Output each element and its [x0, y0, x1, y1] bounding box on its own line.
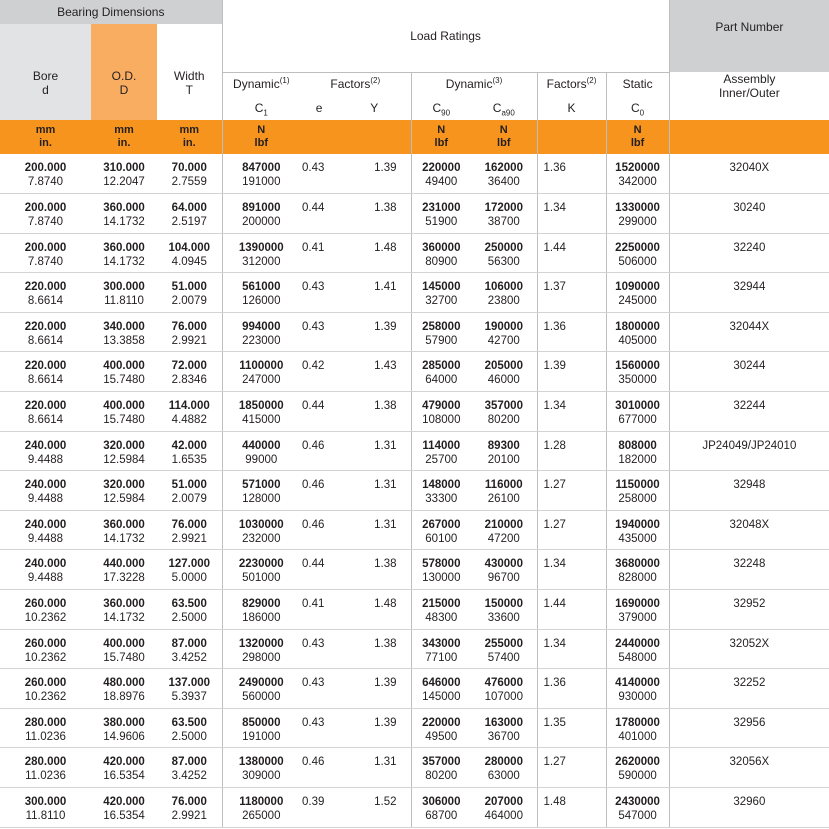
cell-c1: 829000 186000 — [222, 590, 300, 630]
cell-c0: 1330000 299000 — [606, 194, 669, 234]
table-row — [0, 154, 829, 194]
cell-part: 32248 — [669, 550, 829, 590]
units-width: mm in. — [157, 120, 222, 154]
cell-part: 30240 — [669, 194, 829, 234]
cell-c1: 850000 191000 — [222, 708, 300, 748]
units-part — [669, 120, 829, 154]
table-row — [0, 431, 829, 471]
dynamic3-heading: Dynamic$^{(3)}$ — [411, 72, 537, 96]
cell-width: 64.000 2.5197 — [157, 194, 222, 234]
cell-k: 1.44 — [537, 590, 606, 630]
cell-y: 1.38 — [338, 194, 411, 234]
cell-width: 104.000 4.0945 — [157, 233, 222, 273]
cell-c90: 220000 49500 — [411, 708, 471, 748]
cell-bore: 220.000 8.6614 — [0, 273, 91, 313]
cell-c0: 808000 182000 — [606, 431, 669, 471]
cell-c0: 1690000 379000 — [606, 590, 669, 630]
cell-width: 127.000 5.0000 — [157, 550, 222, 590]
cell-e: 0.44 — [300, 194, 338, 234]
cell-y: 1.43 — [338, 352, 411, 392]
cell-k: 1.27 — [537, 510, 606, 550]
cell-bore: 200.000 7.8740 — [0, 233, 91, 273]
load-ratings-heading: Load Ratings — [222, 0, 669, 72]
cell-bore: 220.000 8.6614 — [0, 312, 91, 352]
cell-c90: 148000 33300 — [411, 471, 471, 511]
cell-e: 0.46 — [300, 510, 338, 550]
cell-c90: 114000 25700 — [411, 431, 471, 471]
cell-e: 0.43 — [300, 154, 338, 194]
cell-c1: 2490000 560000 — [222, 669, 300, 709]
od-heading: O.D. D — [91, 24, 157, 120]
cell-c0: 1150000 258000 — [606, 471, 669, 511]
cell-bore: 200.000 7.8740 — [0, 154, 91, 194]
cell-c90: 646000 145000 — [411, 669, 471, 709]
bearing-dimensions-heading: Bearing Dimensions — [0, 0, 222, 24]
cell-c1: 847000 191000 — [222, 154, 300, 194]
cell-c0: 3010000 677000 — [606, 392, 669, 432]
cell-e: 0.39 — [300, 788, 338, 828]
cell-od: 360.000 14.1732 — [91, 510, 157, 550]
cell-y: 1.48 — [338, 233, 411, 273]
cell-ca90: 89300 20100 — [471, 431, 537, 471]
cell-width: 114.000 4.4882 — [157, 392, 222, 432]
cell-part: 32960 — [669, 788, 829, 828]
cell-part: 32944 — [669, 273, 829, 313]
units-band — [0, 120, 829, 154]
cell-part: 32052X — [669, 629, 829, 669]
cell-c1: 2230000 501000 — [222, 550, 300, 590]
cell-ca90: 162000 36400 — [471, 154, 537, 194]
cell-c1: 571000 128000 — [222, 471, 300, 511]
cell-c0: 3680000 828000 — [606, 550, 669, 590]
cell-y: 1.38 — [338, 550, 411, 590]
factors-b-heading: Factors$^{(2)}$ — [537, 72, 606, 96]
cell-c1: 440000 99000 — [222, 431, 300, 471]
factors-a-heading: Factors$^{(2)}$ — [330, 76, 381, 92]
table-row — [0, 392, 829, 432]
cell-width: 51.000 2.0079 — [157, 273, 222, 313]
cell-od: 300.000 11.8110 — [91, 273, 157, 313]
y-heading: Y — [370, 101, 379, 115]
cell-k: 1.34 — [537, 392, 606, 432]
table-row — [0, 550, 829, 590]
cell-k: 1.36 — [537, 154, 606, 194]
cell-part: 32048X — [669, 510, 829, 550]
cell-e: 0.44 — [300, 392, 338, 432]
cell-od: 440.000 17.3228 — [91, 550, 157, 590]
cell-ca90: 106000 23800 — [471, 273, 537, 313]
cell-e: 0.46 — [300, 431, 338, 471]
cell-bore: 260.000 10.2362 — [0, 669, 91, 709]
cell-part: 32252 — [669, 669, 829, 709]
cell-k: 1.37 — [537, 273, 606, 313]
cell-width: 63.500 2.5000 — [157, 590, 222, 630]
units-y — [338, 120, 411, 154]
cell-c90: 145000 32700 — [411, 273, 471, 313]
cell-ca90: 357000 80200 — [471, 392, 537, 432]
cell-e: 0.46 — [300, 748, 338, 788]
c0-heading: $C_0$ — [606, 96, 669, 120]
cell-part: 32040X — [669, 154, 829, 194]
width-heading: Width T — [173, 69, 205, 97]
cell-ca90: 210000 47200 — [471, 510, 537, 550]
cell-k: 1.27 — [537, 748, 606, 788]
cell-ca90: 172000 38700 — [471, 194, 537, 234]
units-c90: N lbf — [411, 120, 471, 154]
cell-c0: 1520000 342000 — [606, 154, 669, 194]
cell-k: 1.36 — [537, 669, 606, 709]
cell-e: 0.41 — [300, 233, 338, 273]
cell-ca90: 163000 36700 — [471, 708, 537, 748]
c1-heading: $C_1$ — [222, 96, 300, 120]
cell-e: 0.43 — [300, 273, 338, 313]
cell-bore: 220.000 8.6614 — [0, 392, 91, 432]
cell-bore: 240.000 9.4488 — [0, 431, 91, 471]
cell-od: 420.000 16.5354 — [91, 748, 157, 788]
cell-width: 42.000 1.6535 — [157, 431, 222, 471]
cell-y: 1.38 — [338, 629, 411, 669]
cell-y: 1.39 — [338, 669, 411, 709]
cell-k: 1.28 — [537, 431, 606, 471]
table-row — [0, 194, 829, 234]
cell-part: JP24049/JP24010 — [669, 431, 829, 471]
e-heading: e — [315, 101, 323, 115]
cell-bore: 200.000 7.8740 — [0, 194, 91, 234]
cell-c0: 2620000 590000 — [606, 748, 669, 788]
cell-bore: 300.000 11.8110 — [0, 788, 91, 828]
cell-e: 0.43 — [300, 708, 338, 748]
assembly-heading: Assembly Inner/Outer — [669, 72, 829, 120]
cell-od: 320.000 12.5984 — [91, 431, 157, 471]
cell-e: 0.43 — [300, 629, 338, 669]
cell-c1: 1850000 415000 — [222, 392, 300, 432]
cell-od: 310.000 12.2047 — [91, 154, 157, 194]
cell-part: 32956 — [669, 708, 829, 748]
cell-width: 63.500 2.5000 — [157, 708, 222, 748]
dynamic1-heading: Dynamic$^{(1)}$ — [222, 72, 300, 96]
cell-e: 0.42 — [300, 352, 338, 392]
cell-ca90: 280000 63000 — [471, 748, 537, 788]
table-row — [0, 471, 829, 511]
cell-od: 360.000 14.1732 — [91, 194, 157, 234]
cell-y: 1.31 — [338, 510, 411, 550]
cell-width: 76.000 2.9921 — [157, 788, 222, 828]
cell-ca90: 430000 96700 — [471, 550, 537, 590]
cell-ca90: 205000 46000 — [471, 352, 537, 392]
cell-od: 480.000 18.8976 — [91, 669, 157, 709]
units-k — [537, 120, 606, 154]
cell-c90: 220000 49400 — [411, 154, 471, 194]
cell-e: 0.44 — [300, 550, 338, 590]
table-row — [0, 629, 829, 669]
cell-c90: 285000 64000 — [411, 352, 471, 392]
cell-part: 30244 — [669, 352, 829, 392]
part-number-heading: Part Number — [669, 0, 829, 72]
table-row — [0, 352, 829, 392]
cell-c1: 1320000 298000 — [222, 629, 300, 669]
units-c0: N lbf — [606, 120, 669, 154]
cell-bore: 240.000 9.4488 — [0, 510, 91, 550]
cell-c1: 1030000 232000 — [222, 510, 300, 550]
table-row — [0, 748, 829, 788]
cell-y: 1.48 — [338, 590, 411, 630]
cell-od: 400.000 15.7480 — [91, 352, 157, 392]
cell-od: 420.000 16.5354 — [91, 788, 157, 828]
cell-part: 32044X — [669, 312, 829, 352]
cell-c1: 1100000 247000 — [222, 352, 300, 392]
cell-y: 1.41 — [338, 273, 411, 313]
cell-c90: 357000 80200 — [411, 748, 471, 788]
cell-c1: 1380000 309000 — [222, 748, 300, 788]
cell-ca90: 207000 464000 — [471, 788, 537, 828]
cell-k: 1.34 — [537, 629, 606, 669]
cell-bore: 280.000 11.0236 — [0, 748, 91, 788]
k-heading: K — [537, 96, 606, 120]
cell-y: 1.31 — [338, 748, 411, 788]
cell-part: 32952 — [669, 590, 829, 630]
cell-k: 1.34 — [537, 550, 606, 590]
cell-c90: 306000 68700 — [411, 788, 471, 828]
cell-od: 400.000 15.7480 — [91, 392, 157, 432]
cell-ca90: 476000 107000 — [471, 669, 537, 709]
cell-c0: 1560000 350000 — [606, 352, 669, 392]
cell-c0: 1090000 245000 — [606, 273, 669, 313]
cell-y: 1.31 — [338, 471, 411, 511]
ca90-heading: $C_{a90}$ — [492, 101, 515, 118]
cell-y: 1.52 — [338, 788, 411, 828]
cell-c1: 891000 200000 — [222, 194, 300, 234]
table-row — [0, 708, 829, 748]
cell-c0: 4140000 930000 — [606, 669, 669, 709]
bore-heading: Bore d — [0, 24, 91, 120]
cell-ca90: 150000 33600 — [471, 590, 537, 630]
cell-c90: 360000 80900 — [411, 233, 471, 273]
units-e — [300, 120, 338, 154]
cell-bore: 220.000 8.6614 — [0, 352, 91, 392]
cell-c0: 1940000 435000 — [606, 510, 669, 550]
cell-width: 76.000 2.9921 — [157, 510, 222, 550]
cell-bore: 240.000 9.4488 — [0, 550, 91, 590]
c90-heading: $C_{90}$ — [411, 96, 471, 120]
cell-part: 32056X — [669, 748, 829, 788]
cell-k: 1.34 — [537, 194, 606, 234]
cell-ca90: 190000 42700 — [471, 312, 537, 352]
cell-e: 0.43 — [300, 312, 338, 352]
cell-k: 1.35 — [537, 708, 606, 748]
cell-ca90: 250000 56300 — [471, 233, 537, 273]
units-bore: mm in. — [0, 120, 91, 154]
cell-k: 1.39 — [537, 352, 606, 392]
cell-od: 360.000 14.1732 — [91, 590, 157, 630]
cell-k: 1.48 — [537, 788, 606, 828]
table-row — [0, 233, 829, 273]
table-row — [0, 669, 829, 709]
cell-c90: 215000 48300 — [411, 590, 471, 630]
cell-c90: 343000 77100 — [411, 629, 471, 669]
cell-part: 32240 — [669, 233, 829, 273]
cell-c0: 2250000 506000 — [606, 233, 669, 273]
units-c1: N lbf — [222, 120, 300, 154]
cell-k: 1.36 — [537, 312, 606, 352]
table-row — [0, 510, 829, 550]
cell-y: 1.38 — [338, 392, 411, 432]
cell-ca90: 255000 57400 — [471, 629, 537, 669]
cell-od: 400.000 15.7480 — [91, 629, 157, 669]
cell-width: 76.000 2.9921 — [157, 312, 222, 352]
cell-c90: 267000 60100 — [411, 510, 471, 550]
cell-c90: 578000 130000 — [411, 550, 471, 590]
cell-k: 1.44 — [537, 233, 606, 273]
cell-e: 0.41 — [300, 590, 338, 630]
cell-od: 340.000 13.3858 — [91, 312, 157, 352]
cell-y: 1.39 — [338, 708, 411, 748]
cell-c0: 2430000 547000 — [606, 788, 669, 828]
cell-y: 1.31 — [338, 431, 411, 471]
cell-c1: 561000 126000 — [222, 273, 300, 313]
cell-c90: 258000 57900 — [411, 312, 471, 352]
table-row — [0, 273, 829, 313]
cell-e: 0.46 — [300, 471, 338, 511]
cell-width: 87.000 3.4252 — [157, 629, 222, 669]
cell-e: 0.43 — [300, 669, 338, 709]
cell-c1: 994000 223000 — [222, 312, 300, 352]
cell-c1: 1180000 265000 — [222, 788, 300, 828]
cell-c90: 231000 51900 — [411, 194, 471, 234]
cell-c0: 1780000 401000 — [606, 708, 669, 748]
cell-od: 380.000 14.9606 — [91, 708, 157, 748]
static-heading: Static — [606, 72, 669, 96]
cell-width: 137.000 5.3937 — [157, 669, 222, 709]
cell-bore: 240.000 9.4488 — [0, 471, 91, 511]
cell-bore: 280.000 11.0236 — [0, 708, 91, 748]
cell-width: 87.000 3.4252 — [157, 748, 222, 788]
cell-c1: 1390000 312000 — [222, 233, 300, 273]
table-row — [0, 788, 829, 828]
cell-y: 1.39 — [338, 312, 411, 352]
units-od: mm in. — [91, 120, 157, 154]
cell-y: 1.39 — [338, 154, 411, 194]
cell-od: 320.000 12.5984 — [91, 471, 157, 511]
cell-part: 32244 — [669, 392, 829, 432]
cell-c0: 1800000 405000 — [606, 312, 669, 352]
cell-part: 32948 — [669, 471, 829, 511]
table-row — [0, 590, 829, 630]
table-row — [0, 312, 829, 352]
cell-width: 70.000 2.7559 — [157, 154, 222, 194]
cell-od: 360.000 14.1732 — [91, 233, 157, 273]
cell-k: 1.27 — [537, 471, 606, 511]
cell-ca90: 116000 26100 — [471, 471, 537, 511]
units-ca90: N lbf — [471, 120, 537, 154]
cell-c90: 479000 108000 — [411, 392, 471, 432]
cell-c0: 2440000 548000 — [606, 629, 669, 669]
cell-width: 72.000 2.8346 — [157, 352, 222, 392]
cell-bore: 260.000 10.2362 — [0, 590, 91, 630]
cell-bore: 260.000 10.2362 — [0, 629, 91, 669]
cell-width: 51.000 2.0079 — [157, 471, 222, 511]
